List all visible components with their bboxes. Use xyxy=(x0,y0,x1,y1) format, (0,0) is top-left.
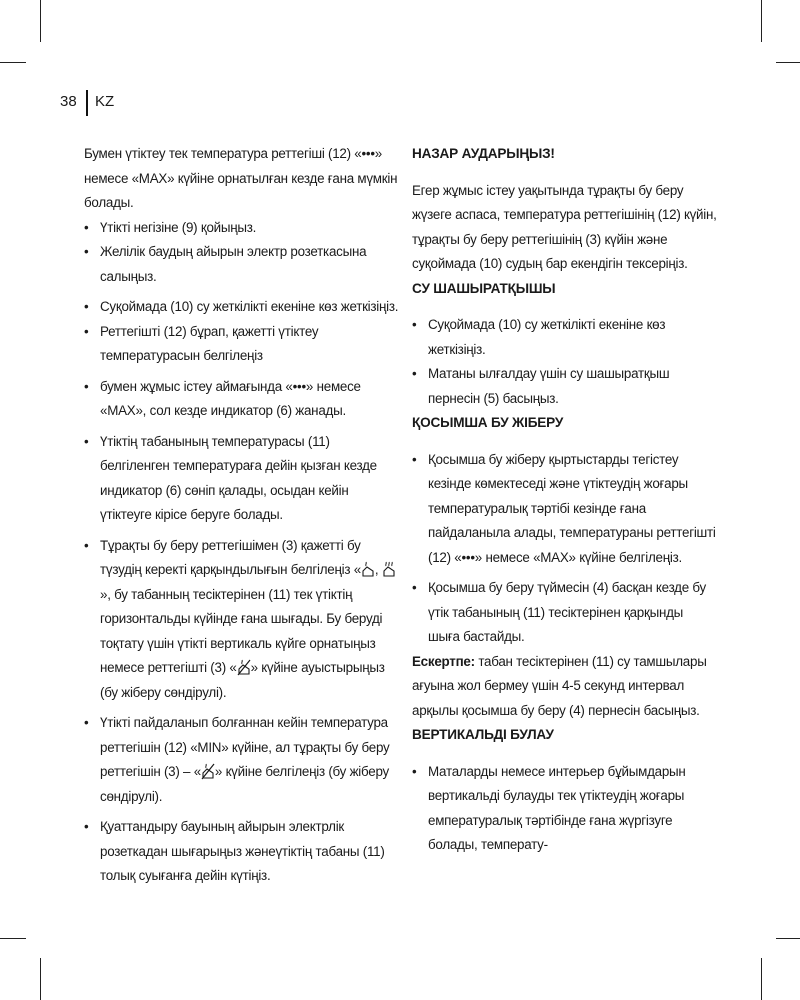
steam-off-icon xyxy=(201,762,215,780)
list-item: • Үтіктің табанының температурасы (11) белгіленген температураға дейін қызған кезде индикатор (6) сөніп қалады, осыдан кейін үтіктеуге кірісе беруге болады. xyxy=(84,430,400,528)
right-column xyxy=(412,142,717,858)
list-item: • Желілік баудың айырын электр розеткасына салыңыз. xyxy=(84,240,400,289)
steam-high-icon xyxy=(382,560,396,578)
vertical-steam-heading: ВЕРТИКАЛЬДІ БУЛАУ xyxy=(412,727,554,742)
list-item: • Суқоймада (10) су жеткілікті екеніне көз жеткізіңіз. xyxy=(84,295,400,320)
left-column xyxy=(84,142,400,889)
list-item-text: Үтікті пайдаланып болғаннан кейін температура реттегішін (12) «MIN» күйіне, ал тұрақты бу беру реттегішін (3) – « xyxy=(100,715,390,779)
crop-mark xyxy=(776,938,800,939)
crop-mark xyxy=(761,958,762,1000)
spray-heading: СУ ШАШЫРАТҚЫШЫ xyxy=(412,280,556,296)
note-paragraph xyxy=(412,650,717,724)
crop-mark xyxy=(40,0,41,42)
steam-low-icon xyxy=(361,560,375,578)
list-item: • Үтікті негізіне (9) қойыңыз. xyxy=(84,216,400,241)
crop-mark xyxy=(0,62,26,63)
list-item: • Реттегішті (12) бұрап, қажетті үтіктеу температурасын белгілеңіз xyxy=(84,320,400,369)
list-item: • бумен жұмыс істеу аймағында «•••» немесе «MAX», сол кезде индикатор (6) жанады. xyxy=(84,375,400,424)
boost-heading: ҚОСЫМША БУ ЖІБЕРУ xyxy=(412,415,564,430)
list-item: • Маталарды немесе интерьер бұйымдарын вертикальді булауды тек үтіктеудің жоғары емпературалық тәртібінде ғана жүргізуге болады, температу- xyxy=(412,760,717,858)
crop-mark xyxy=(0,938,26,939)
list-item-text: », бу табанның тесіктерінен (11) тек үтіктің горизонтальды күйінде ғана шығады. Бу беруді тоқтату үшін үтікті вертикаль күйге орнатыңыз немесе реттегішті (3) « xyxy=(100,586,383,675)
list-item-text: » күйіне белгілеңіз (бу жіберу сөндірулі). xyxy=(100,764,389,804)
list-item: • Қуаттандыру бауының айырын электрлік розеткадан шығарыңыз жәнеүтіктің табаны (11) толық суығанға дейін күтіңіз. xyxy=(84,815,400,889)
page-number: 38 xyxy=(60,93,77,110)
crop-mark xyxy=(776,62,800,63)
note-text: табан тесіктерінен (11) су тамшылары ағуына жол бермеу үшін 4-5 секунд интервал арқылы қосымша бу беру (4) пернесін басыңыз. xyxy=(412,653,707,718)
crop-mark xyxy=(761,0,762,42)
language-code: KZ xyxy=(95,93,115,110)
attention-paragraph: Егер жұмыс істеу уақытында тұрақты бу беру жүзеге аспаса, температура реттегішінің (12) күйін, тұрақты бу беру реттегішінің (3) күйін және суқоймада (10) судың бар екендігін тексеріңіз. xyxy=(412,182,717,271)
note-label: Ескертпе: xyxy=(412,653,475,669)
list-item: • Суқоймада (10) су жеткілікті екеніне көз жеткізіңіз. xyxy=(412,313,717,362)
attention-heading: НАЗАР АУДАРЫҢЫЗ! xyxy=(412,146,555,161)
intro-paragraph: Бумен үтіктеу тек температура реттегіші (12) «•••» немесе «MAX» күйіне орнатылған кезде ғана мүмкін болады. xyxy=(84,146,398,210)
steam-off-icon xyxy=(237,658,251,676)
list-item-steam: • Тұрақты бу беру реттегішімен (3) қажетті бу түзудің керекті қарқындылығын белгілеңіз « , », бу табанның тесіктерінен (11) тек үтіктің горизонтальды күйінде ғана шығады. Бу беруді тоқтату үшін үтікті вертикаль күйге орнатыңыз немесе реттегішті (3) « » күйіне ауыстырыңыз (бу жіберу сөндірулі). xyxy=(84,534,400,706)
list-item-after-use xyxy=(84,711,400,809)
list-item-text: » күйіне ауыстырыңыз (бу жіберу сөндірулі). xyxy=(100,660,385,700)
spray-list xyxy=(412,313,717,411)
header-divider xyxy=(86,90,88,116)
boost-list xyxy=(412,448,717,650)
instruction-list xyxy=(84,216,400,889)
list-item: • Қосымша бу беру түймесін (4) басқан кезде бу үтік табанының (11) тесіктерінен қарқынды шыға бастайды. xyxy=(412,576,717,650)
list-item: • Қосымша бу жіберу қыртыстарды тегістеу кезінде көмектеседі және үтіктеудің жоғары температуралық тәртібі кезінде ғана пайдаланыла алады, температураны реттегішті (12) «•••» немесе «MAX» күйіне белгілеңіз. xyxy=(412,448,717,571)
vertical-steam-list xyxy=(412,760,717,858)
list-item: • Матаны ылғалдау үшін су шашыратқыш пернесін (5) басыңыз. xyxy=(412,362,717,411)
list-item-text: Тұрақты бу беру реттегішімен (3) қажетті бу түзудің керекті қарқындылығын белгілеңіз « xyxy=(100,537,361,577)
crop-mark xyxy=(40,958,41,1000)
